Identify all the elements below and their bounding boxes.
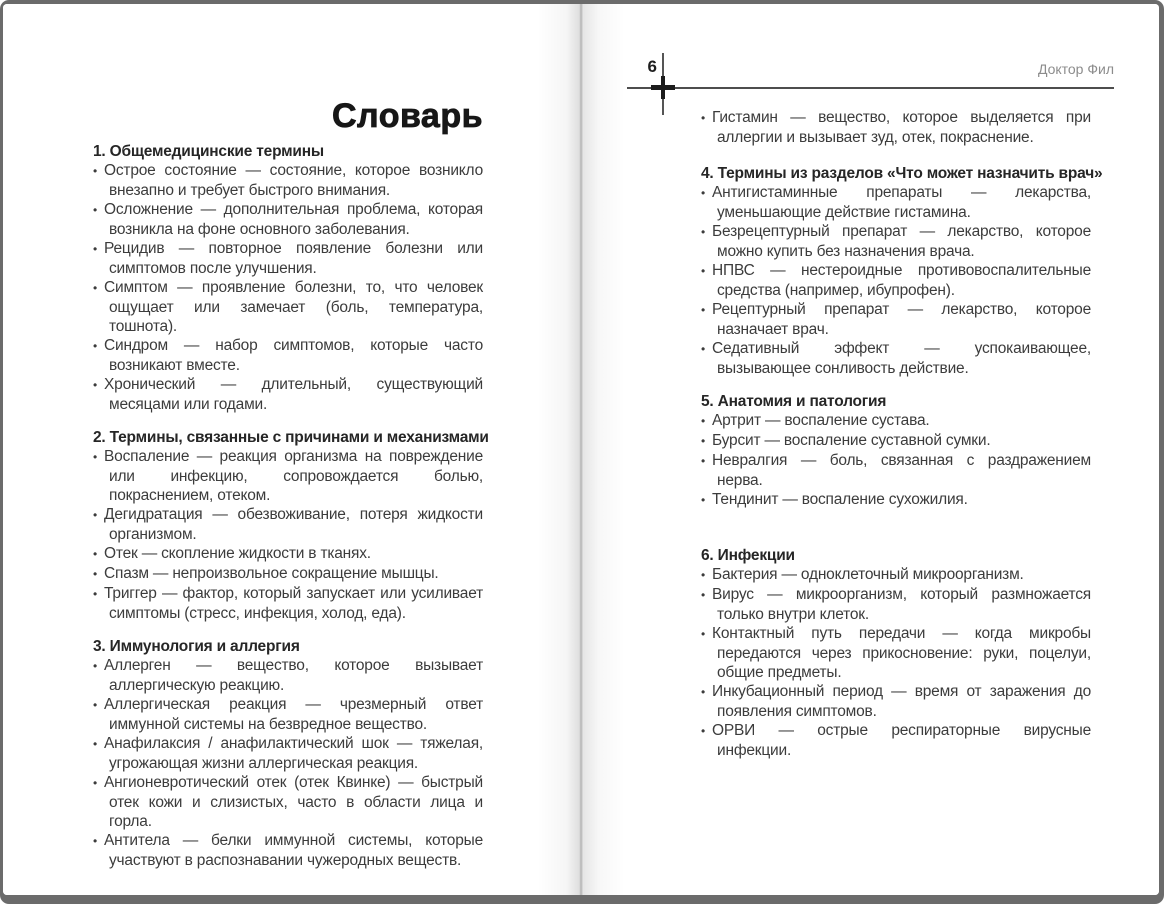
- page-right: [581, 4, 1159, 895]
- glossary-item: [93, 278, 483, 336]
- glossary-item: [701, 411, 1091, 431]
- glossary-item-text: Контактный путь передачи — когда микробы передаются через прикосновение: руки, поцелуи, общие предметы.: [712, 625, 1091, 681]
- bullet-icon: •: [93, 698, 98, 712]
- glossary-item-text: Антигистаминные препараты — лекарства, уменьшающие действие гистамина.: [712, 184, 1091, 221]
- glossary-section: [701, 392, 1091, 510]
- glossary-item-text: Спазм — непроизвольное сокращение мышцы.: [104, 565, 439, 582]
- bullet-icon: •: [701, 724, 706, 738]
- bullet-icon: •: [701, 111, 706, 125]
- glossary-item: [701, 431, 1091, 451]
- glossary-section: [701, 164, 1103, 378]
- glossary-item: [701, 261, 1091, 300]
- glossary-item-text: Бактерия — одноклеточный микроорганизм.: [712, 566, 1024, 583]
- book-spread: [3, 4, 1159, 895]
- glossary-item: [93, 734, 483, 773]
- glossary-item: [93, 656, 483, 695]
- glossary-item: [93, 831, 483, 870]
- glossary-item-text: Невралгия — боль, связанная с раздражением нерва.: [712, 452, 1091, 489]
- glossary-item-text: Симптом — проявление болезни, то, что человек ощущает или замечает (боль, температура, тошнота).: [104, 279, 483, 335]
- left-text-column: [93, 97, 489, 870]
- glossary-item: [93, 336, 483, 375]
- glossary-section: [93, 428, 489, 623]
- glossary-section: [701, 546, 1091, 760]
- glossary-item: [93, 564, 483, 584]
- bullet-icon: •: [701, 225, 706, 239]
- section-heading: 6. Инфекции: [701, 547, 795, 564]
- bullet-icon: •: [93, 378, 98, 392]
- glossary-item: [93, 447, 483, 505]
- bullet-icon: •: [93, 339, 98, 353]
- bullet-icon: •: [701, 303, 706, 317]
- bullet-icon: •: [93, 164, 98, 178]
- glossary-item: [93, 505, 483, 544]
- glossary-item-text: Инкубационный период — время от заражения до появления симптомов.: [712, 683, 1091, 720]
- glossary-item-text: Антитела — белки иммунной системы, которые участвуют в распознавании чужеродных веществ.: [104, 832, 483, 869]
- glossary-item: [701, 624, 1091, 682]
- section-heading: 4. Термины из разделов «Что может назначить врач»: [701, 165, 1103, 182]
- glossary-item: [93, 200, 483, 239]
- glossary-item-text: Артрит — воспаление сустава.: [712, 412, 930, 429]
- glossary-section: [701, 108, 1091, 147]
- bullet-icon: •: [701, 186, 706, 200]
- glossary-item: [701, 721, 1091, 760]
- glossary-item-text: Анафилаксия / анафилактический шок — тяжелая, угрожающая жизни аллергическая реакция.: [104, 735, 483, 772]
- page-left: [3, 4, 581, 895]
- section-heading: 5. Анатомия и патология: [701, 393, 887, 410]
- glossary-item-text: Синдром — набор симптомов, которые часто возникают вместе.: [104, 337, 483, 374]
- glossary-item-text: Острое состояние — состояние, которое возникло внезапно и требует быстрого внимания.: [104, 162, 483, 199]
- glossary-item-text: Триггер — фактор, который запускает или усиливает симптомы (стресс, инфекция, холод, еда).: [104, 585, 483, 622]
- bullet-icon: •: [93, 508, 98, 522]
- glossary-item-text: Хронический — длительный, существующий месяцами или годами.: [104, 376, 483, 413]
- glossary-item: [93, 239, 483, 278]
- bullet-icon: •: [701, 568, 706, 582]
- bullet-icon: •: [93, 737, 98, 751]
- glossary-item: [93, 584, 483, 623]
- glossary-section: [93, 637, 483, 870]
- bullet-icon: •: [701, 454, 706, 468]
- left-sections: [93, 142, 489, 870]
- glossary-item-text: Рецептурный препарат — лекарство, которое назначает врач.: [712, 301, 1091, 338]
- bullet-icon: •: [701, 342, 706, 356]
- glossary-item: [701, 565, 1091, 585]
- bullet-icon: •: [701, 588, 706, 602]
- bullet-icon: •: [93, 776, 98, 790]
- glossary-item: [93, 544, 483, 564]
- bullet-icon: •: [93, 567, 98, 581]
- right-text-column: [701, 108, 1103, 760]
- glossary-item-text: Вирус — микроорганизм, который размножается только внутри клеток.: [712, 586, 1091, 623]
- glossary-item-text: Безрецептурный препарат — лекарство, которое можно купить без назначения врача.: [712, 223, 1091, 260]
- glossary-item: [701, 183, 1091, 222]
- glossary-item: [701, 222, 1091, 261]
- glossary-item-text: Тендинит — воспаление сухожилия.: [712, 491, 968, 508]
- glossary-item: [701, 300, 1091, 339]
- bullet-icon: •: [93, 547, 98, 561]
- glossary-item-text: Осложнение — дополнительная проблема, которая возникла на фоне основного заболевания.: [104, 201, 483, 238]
- bullet-icon: •: [701, 434, 706, 448]
- section-heading: 2. Термины, связанные с причинами и механизмами: [93, 429, 489, 446]
- glossary-item: [701, 108, 1091, 147]
- bullet-icon: •: [93, 203, 98, 217]
- glossary-item: [93, 695, 483, 734]
- glossary-section: [93, 142, 483, 414]
- glossary-item: [701, 339, 1091, 378]
- bullet-icon: •: [701, 414, 706, 428]
- bullet-icon: •: [93, 587, 98, 601]
- glossary-item-text: Отек — скопление жидкости в тканях.: [104, 545, 371, 562]
- glossary-item: [93, 773, 483, 831]
- running-head: Доктор Фил: [1037, 61, 1114, 77]
- glossary-item-text: НПВС — нестероидные противовоспалительные средства (например, ибупрофен).: [712, 262, 1091, 299]
- page-title: Словарь: [331, 97, 483, 135]
- bullet-icon: •: [93, 834, 98, 848]
- glossary-item: [701, 451, 1091, 490]
- glossary-item-text: Аллергическая реакция — чрезмерный ответ иммунной системы на безвредное вещество.: [104, 696, 483, 733]
- glossary-item-text: ОРВИ — острые респираторные вирусные инфекции.: [712, 722, 1091, 759]
- glossary-item: [701, 585, 1091, 624]
- glossary-item-text: Ангионевротический отек (отек Квинке) — быстрый отек кожи и слизистых, часто в области лица и горла.: [104, 774, 483, 830]
- glossary-item-text: Дегидратация — обезвоживание, потеря жидкости организмом.: [104, 506, 483, 543]
- bullet-icon: •: [93, 242, 98, 256]
- glossary-item-text: Рецидив — повторное появление болезни или симптомов после улучшения.: [104, 240, 483, 277]
- glossary-item-text: Гистамин — вещество, которое выделяется при аллергии и вызывает зуд, отек, покраснение.: [712, 109, 1091, 146]
- glossary-item: [93, 375, 483, 414]
- bullet-icon: •: [701, 493, 706, 507]
- crop-mark-plus-icon: [661, 76, 666, 99]
- bullet-icon: •: [701, 627, 706, 641]
- header-rule: [627, 87, 1114, 89]
- section-heading: 3. Иммунология и аллергия: [93, 638, 300, 655]
- page-number: 6: [647, 57, 657, 76]
- bullet-icon: •: [93, 281, 98, 295]
- glossary-item-text: Седативный эффект — успокаивающее, вызывающее сонливость действие.: [712, 340, 1091, 377]
- bullet-icon: •: [701, 685, 706, 699]
- bullet-icon: •: [701, 264, 706, 278]
- glossary-item: [701, 682, 1091, 721]
- glossary-item-text: Аллерген — вещество, которое вызывает аллергическую реакцию.: [104, 657, 483, 694]
- glossary-item: [701, 490, 1091, 510]
- section-heading: 1. Общемедицинские термины: [93, 143, 324, 160]
- glossary-item: [93, 161, 483, 200]
- bullet-icon: •: [93, 450, 98, 464]
- glossary-item-text: Бурсит — воспаление суставной сумки.: [712, 432, 991, 449]
- glossary-item-text: Воспаление — реакция организма на повреждение или инфекцию, сопровождается болью, покраснением, отеком.: [104, 448, 483, 504]
- bullet-icon: •: [93, 659, 98, 673]
